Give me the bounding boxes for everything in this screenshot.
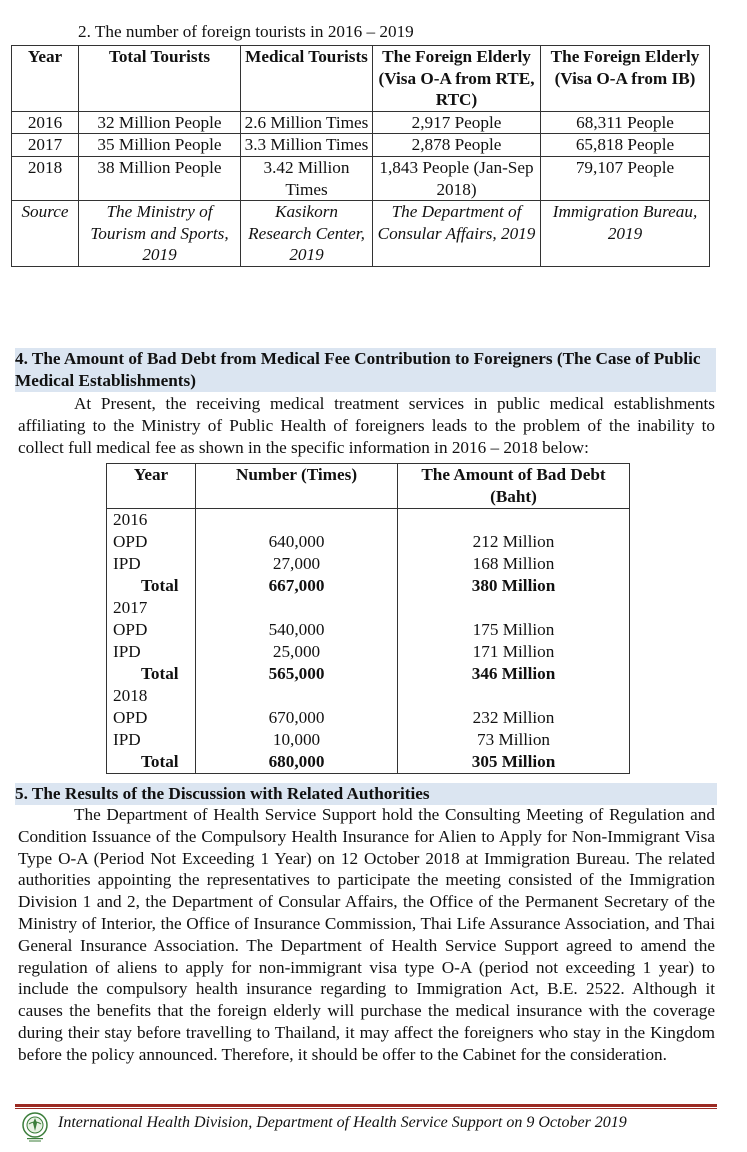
cell-debt: 212 Million [398,531,630,553]
table-row [12,156,710,200]
cell-total-tourists: 35 Million People [79,134,241,157]
total-row [107,751,630,774]
section-2-title: 2. The number of foreign tourists in 2016 – 2019 [78,22,414,41]
cell-year: 2018 [12,156,79,200]
year-row [107,597,630,619]
table-header-row [107,464,630,509]
cell-source-total: The Ministry of Tourism and Sports, 2019 [79,201,241,267]
cell-total-times: 565,000 [196,663,398,685]
cell-elderly-ib: 79,107 People [541,156,710,200]
section-4-paragraph: At Present, the receiving medical treatment services in public medical establishments affiliating to the Ministry of Public Health of foreigners leads to the problem of the inability to collect full medical fee as shown in the specific information in 2016 – 2018 below: [18,394,715,457]
header-year: Year [12,46,79,112]
cell-total-tourists: 32 Million People [79,111,241,134]
table-row [107,641,630,663]
cell-source-label: Source [12,201,79,267]
cell-total-label: Total [107,663,196,685]
cell-type: OPD [107,619,196,641]
footer-text: International Health Division, Department of Health Service Support on 9 October 2019 [58,1114,627,1131]
department-seal-icon [20,1111,50,1143]
total-row [107,575,630,597]
cell-medical-tourists: 2.6 Million Times [241,111,373,134]
cell-times: 25,000 [196,641,398,663]
cell-type: IPD [107,729,196,751]
cell-total-debt: 346 Million [398,663,630,685]
cell-year: 2016 [107,509,196,532]
section-5-heading: 5. The Results of the Discussion with Related Authorities [15,783,717,805]
cell-debt: 232 Million [398,707,630,729]
cell-debt: 168 Million [398,553,630,575]
cell-year: 2018 [107,685,196,707]
cell-total-debt: 305 Million [398,751,630,774]
footer-rule-thin [15,1108,717,1109]
footer-rule [15,1104,717,1107]
cell-source-medical: Kasikorn Research Center, 2019 [241,201,373,267]
cell-total-label: Total [107,751,196,774]
section-5-paragraph: The Department of Health Service Support hold the Consulting Meeting of Regulation and Condition Issuance of the Compulsory Health Insurance for Alien to Apply for Non-Immigrant Visa Type O-A (Period Not Exceeding 1 Year) on 12 October 2018 at Immigration Bureau. The related authorities appointing the representatives to participate the meeting consisted of the Immigration Division 1 and 2, the Department of Consular Affairs, the Office of the Permanent Secretary of the Ministry of Interior, the Office of Insurance Commission, Thai Life Assurance Association, and Thai General Insurance Association. The Department of Health Service Support agreed to amend the regulation of aliens to apply for non-immigrant visa type O-A (period not exceeding 1 year) to include the compulsory health insurance regarding to Immigration Act, B.E. 2522. Although it causes the benefits that the foreign elderly will purchase the medical insurance with the coverage during their stay before travelling to Thailand, it may affect the foreigners who stay in the Kingdom before the policy announced. Therefore, it should be offer to the Cabinet for the consideration. [18,805,715,1064]
header-year: Year [107,464,196,509]
table-row [107,531,630,553]
header-bad-debt: The Amount of Bad Debt (Baht) [398,464,630,509]
table-row [107,553,630,575]
header-elderly-ib: The Foreign Elderly (Visa O-A from IB) [541,46,710,112]
section-4-heading: 4. The Amount of Bad Debt from Medical Fee Contribution to Foreigners (The Case of Public Medical Establishments) [15,348,716,392]
table-row [107,729,630,751]
foreign-tourists-table [11,45,710,267]
cell-type: IPD [107,641,196,663]
cell-medical-tourists: 3.42 Million Times [241,156,373,200]
header-total-tourists: Total Tourists [79,46,241,112]
cell-elderly-ib: 68,311 People [541,111,710,134]
cell-debt: 175 Million [398,619,630,641]
table-header-row [12,46,710,112]
cell-type: OPD [107,707,196,729]
cell-source-rte: The Department of Consular Affairs, 2019 [373,201,541,267]
table-row [12,111,710,134]
cell-times: 27,000 [196,553,398,575]
bad-debt-table [106,463,630,774]
total-row [107,663,630,685]
table-row [12,134,710,157]
cell-debt: 73 Million [398,729,630,751]
cell-total-times: 680,000 [196,751,398,774]
cell-elderly-rte: 1,843 People (Jan-Sep 2018) [373,156,541,200]
source-row [12,201,710,267]
cell-total-times: 667,000 [196,575,398,597]
cell-type: OPD [107,531,196,553]
cell-year: 2017 [12,134,79,157]
cell-elderly-rte: 2,917 People [373,111,541,134]
cell-times: 10,000 [196,729,398,751]
header-number-times: Number (Times) [196,464,398,509]
cell-total-debt: 380 Million [398,575,630,597]
cell-total-label: Total [107,575,196,597]
cell-elderly-ib: 65,818 People [541,134,710,157]
cell-type: IPD [107,553,196,575]
cell-times: 670,000 [196,707,398,729]
cell-medical-tourists: 3.3 Million Times [241,134,373,157]
table-row [107,707,630,729]
cell-debt: 171 Million [398,641,630,663]
cell-total-tourists: 38 Million People [79,156,241,200]
cell-year: 2017 [107,597,196,619]
header-medical-tourists: Medical Tourists [241,46,373,112]
cell-elderly-rte: 2,878 People [373,134,541,157]
cell-source-ib: Immigration Bureau, 2019 [541,201,710,267]
cell-times: 540,000 [196,619,398,641]
cell-times: 640,000 [196,531,398,553]
year-row [107,509,630,532]
year-row [107,685,630,707]
table-row [107,619,630,641]
cell-year: 2016 [12,111,79,134]
header-elderly-rte: The Foreign Elderly (Visa O-A from RTE, RTC) [373,46,541,112]
